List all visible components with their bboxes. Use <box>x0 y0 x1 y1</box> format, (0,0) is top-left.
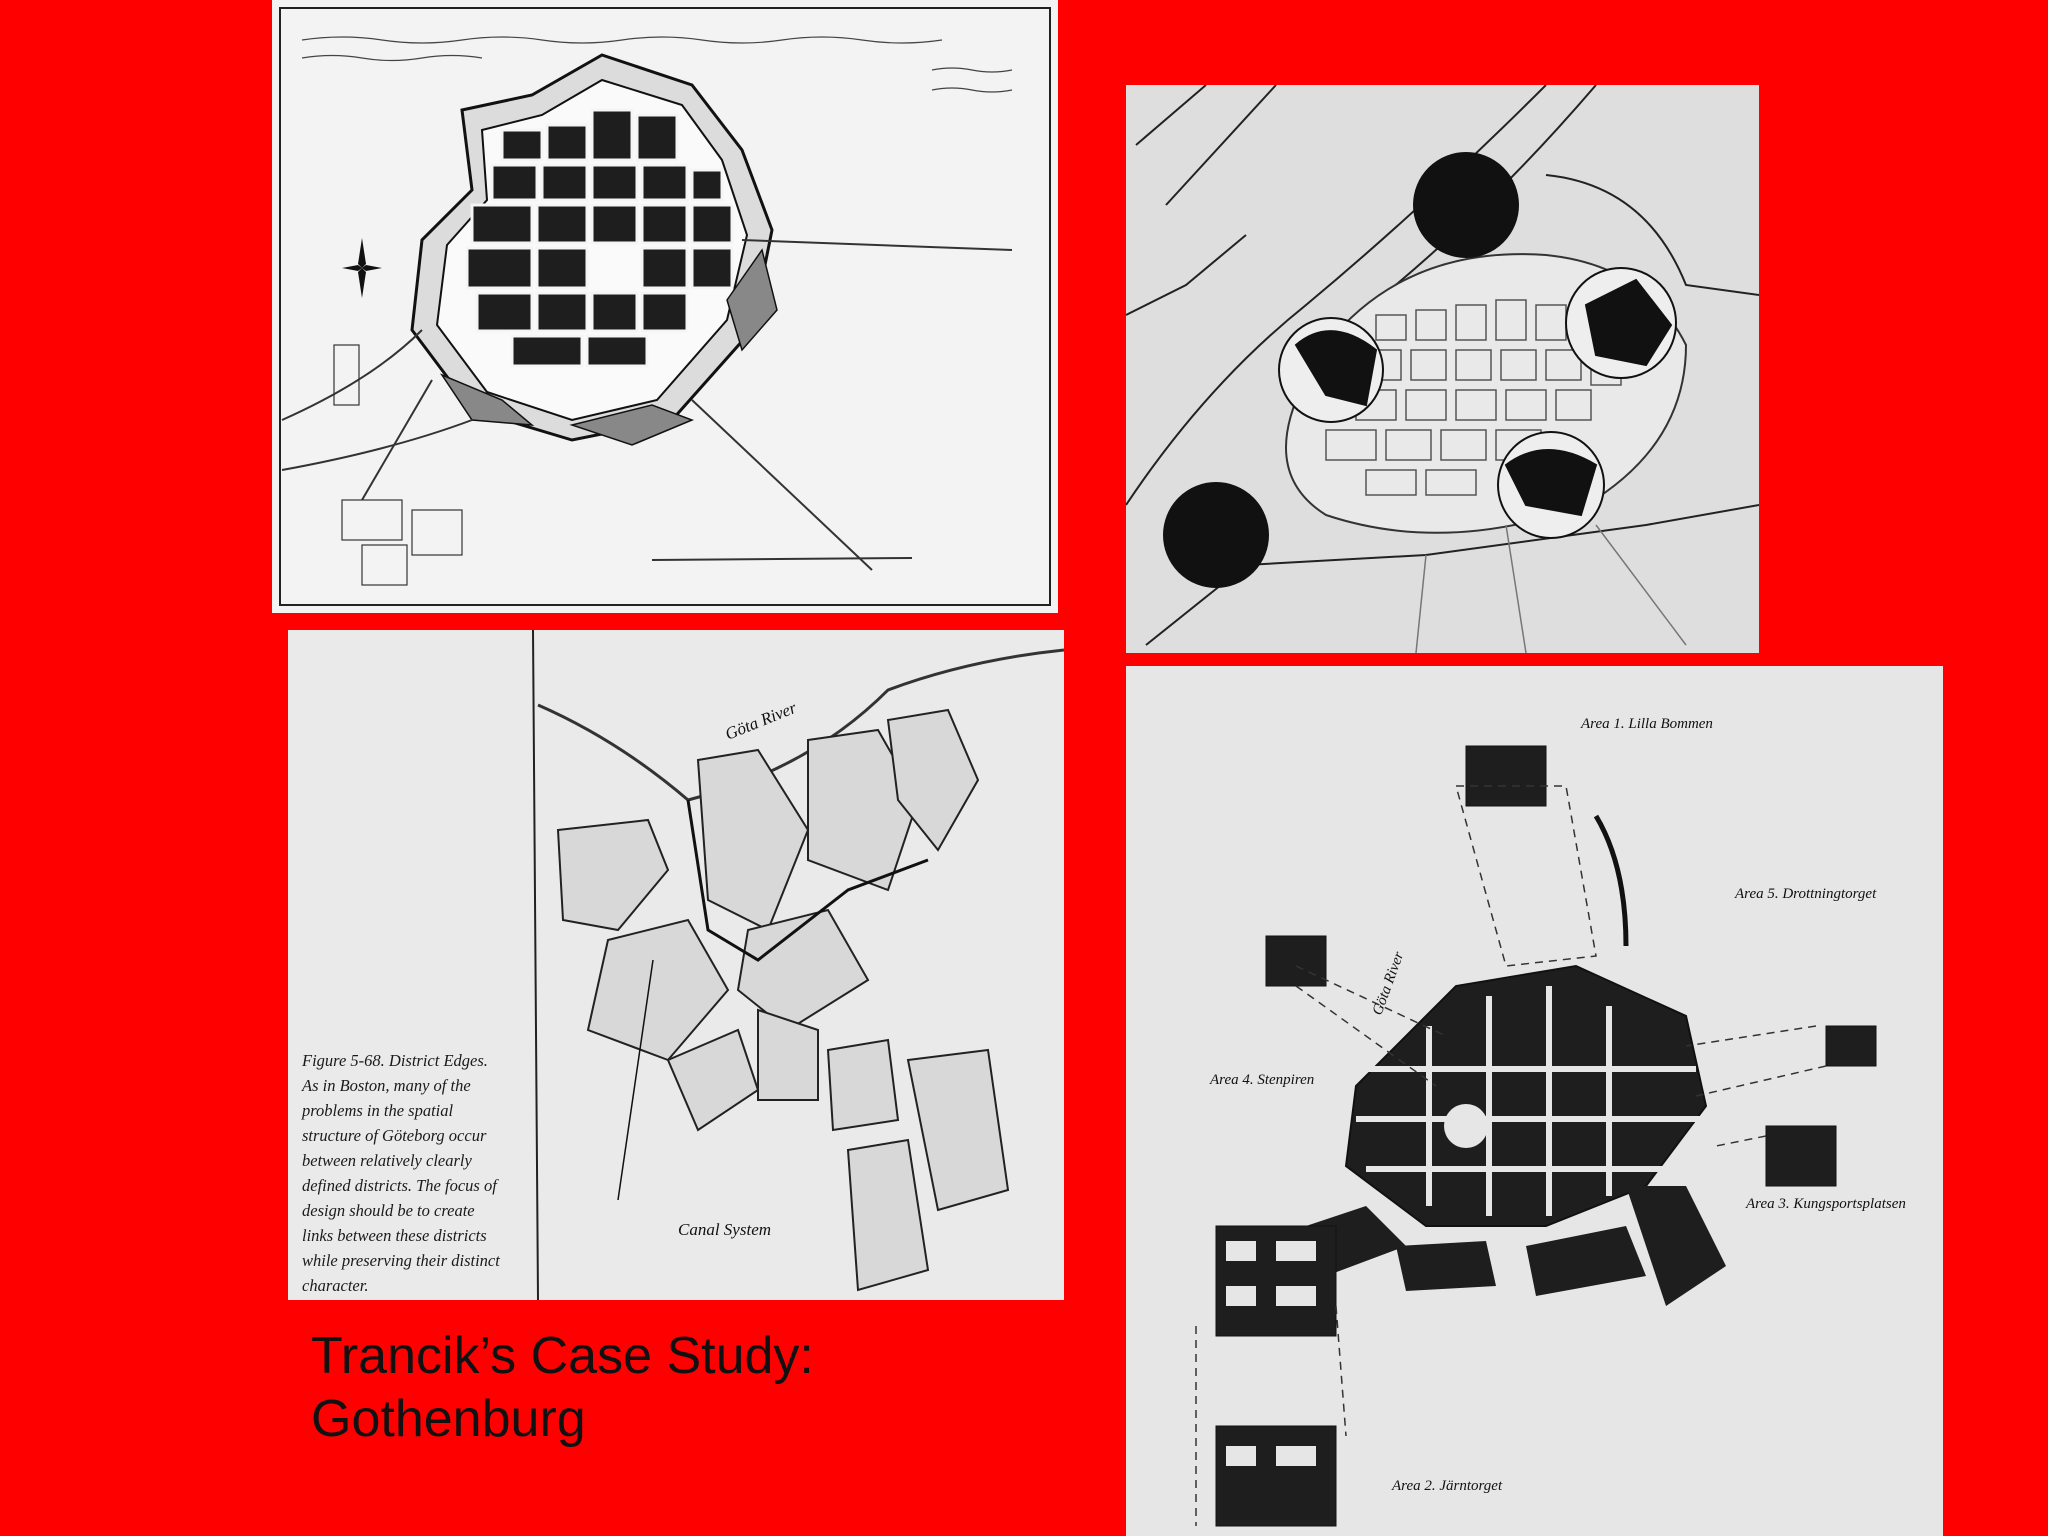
title-line-1: Trancik’s Case Study: <box>311 1327 814 1385</box>
area5-label: Area 5. Drottningtorget <box>1735 886 1877 902</box>
river-label: Göta River <box>1369 949 1408 1018</box>
district-edges-figure <box>288 630 1064 1300</box>
areas-map-drawing <box>1126 666 1943 1536</box>
compass-rose-icon <box>342 238 382 298</box>
title-line-2: Gothenburg <box>311 1390 586 1448</box>
area2-label: Area 2. Järntorget <box>1392 1478 1503 1494</box>
gota-river-label: Göta River <box>722 697 800 744</box>
slide-title <box>311 1325 1011 1451</box>
node-diagram-drawing <box>1126 85 1759 653</box>
areas-map <box>1126 666 1943 1536</box>
figure-caption: Figure 5-68. District Edges. As in Boston, many of the problems in the spatial structure of Göteborg occur between relatively clearly defined districts. The focus of design should be to create links between these districts while preserving their distinct character. <box>302 1051 500 1295</box>
area4-label: Area 4. Stenpiren <box>1210 1072 1315 1088</box>
historic-fortress-map <box>272 0 1058 613</box>
area1-label: Area 1. Lilla Bommen <box>1581 716 1713 732</box>
node-diagram-map <box>1126 85 1759 653</box>
canal-system-label: Canal System <box>678 1220 772 1239</box>
historic-map-drawing <box>272 0 1058 613</box>
area3-label: Area 3. Kungsportsplatsen <box>1746 1196 1906 1212</box>
